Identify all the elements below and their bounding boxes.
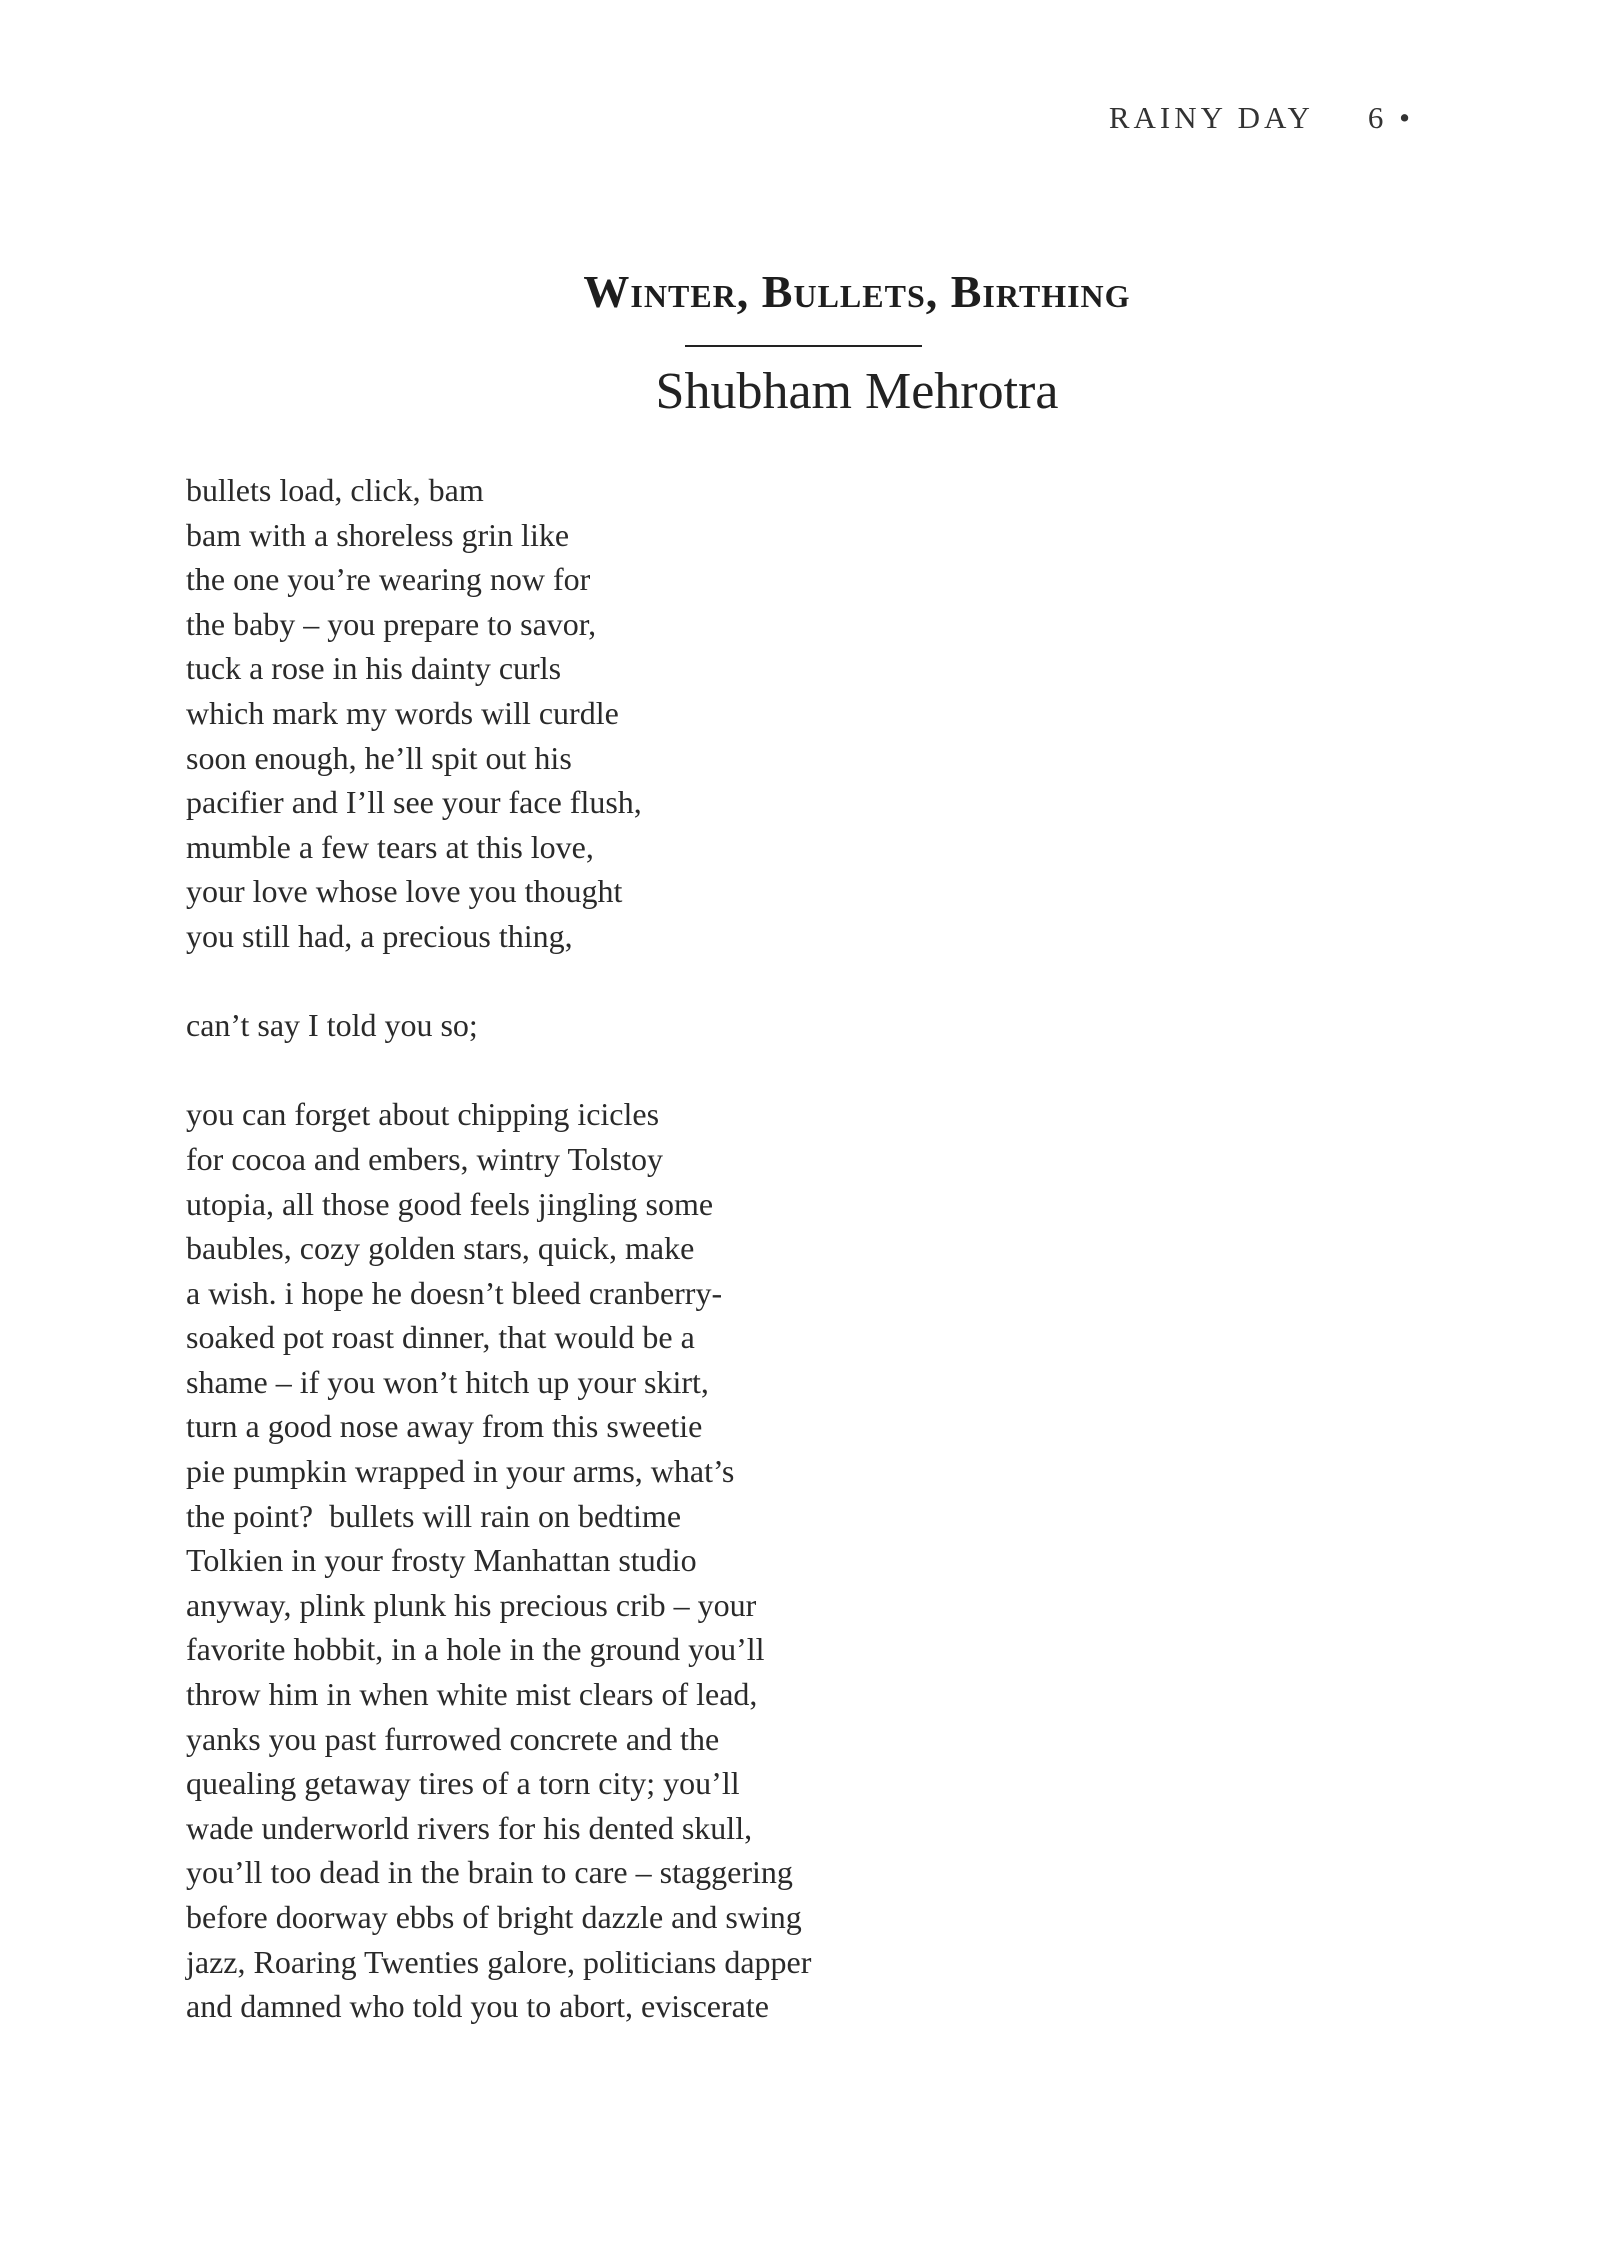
poem-line: soaked pot roast dinner, that would be a — [186, 1319, 695, 1356]
poem-line: and damned who told you to abort, eviscerate — [186, 1988, 769, 2025]
poem-line: a wish. i hope he doesn’t bleed cranberry- — [186, 1274, 723, 1311]
poem-stanza — [186, 468, 1186, 959]
poem-title: Winter, Bullets, Birthing — [583, 266, 1131, 317]
poem-line: baubles, cozy golden stars, quick, make — [186, 1230, 695, 1267]
poem-line: wade underworld rivers for his dented skull, — [186, 1809, 753, 1846]
poem-line: you’ll too dead in the brain to care – staggering — [186, 1854, 793, 1891]
page-number: 6 — [1367, 100, 1388, 135]
poem-line: tuck a rose in his dainty curls — [186, 650, 562, 687]
poem-line: which mark my words will curdle — [186, 694, 619, 731]
poem-line: quealing getaway tires of a torn city; you’ll — [186, 1765, 740, 1802]
poem-line: Tolkien in your frosty Manhattan studio — [186, 1542, 697, 1579]
poem-line: turn a good nose away from this sweetie — [186, 1408, 703, 1445]
journal-name: RAINY DAY — [1108, 100, 1314, 135]
poem-line: favorite hobbit, in a hole in the ground you’ll — [186, 1631, 765, 1668]
poem-line: anyway, plink plunk his precious crib – your — [186, 1586, 757, 1623]
poem-line: yanks you past furrowed concrete and the — [186, 1720, 720, 1757]
header-bullet: • — [1399, 100, 1414, 135]
poem-body — [186, 468, 1186, 2073]
running-header — [1109, 100, 1414, 136]
poem-line: soon enough, he’ll spit out his — [186, 739, 572, 776]
poem-line: your love whose love you thought — [186, 873, 623, 910]
poem-line: pie pumpkin wrapped in your arms, what’s — [186, 1453, 735, 1490]
poem-stanza — [186, 1003, 1186, 1048]
poem-line: utopia, all those good feels jingling some — [186, 1185, 714, 1222]
poem-line: mumble a few tears at this love, — [186, 828, 594, 865]
poem-line: the baby – you prepare to savor, — [186, 605, 597, 642]
poem-line: can’t say I told you so; — [186, 1007, 478, 1044]
poem-line: before doorway ebbs of bright dazzle and swing — [186, 1899, 802, 1935]
poem-line: shame – if you won’t hitch up your skirt, — [186, 1363, 709, 1400]
poem-line: you can forget about chipping icicles — [186, 1096, 660, 1133]
title-divider — [685, 345, 922, 347]
poem-line: for cocoa and embers, wintry Tolstoy — [186, 1140, 664, 1177]
poem-line: bam with a shoreless grin like — [186, 516, 570, 553]
poem-line: pacifier and I’ll see your face flush, — [186, 784, 642, 821]
poem-stanza — [186, 1092, 1186, 2028]
poem-line: bullets load, click, bam — [186, 472, 484, 508]
poem-line: jazz, Roaring Twenties galore, politicians dapper — [186, 1943, 812, 1980]
poem-author: Shubham Mehrotra — [655, 363, 1059, 420]
poem-line: you still had, a precious thing, — [186, 917, 573, 954]
poem-line: the one you’re wearing now for — [186, 561, 591, 598]
poem-line: throw him in when white mist clears of lead, — [186, 1676, 758, 1713]
poem-line: the point? bullets will rain on bedtime — [186, 1497, 682, 1534]
